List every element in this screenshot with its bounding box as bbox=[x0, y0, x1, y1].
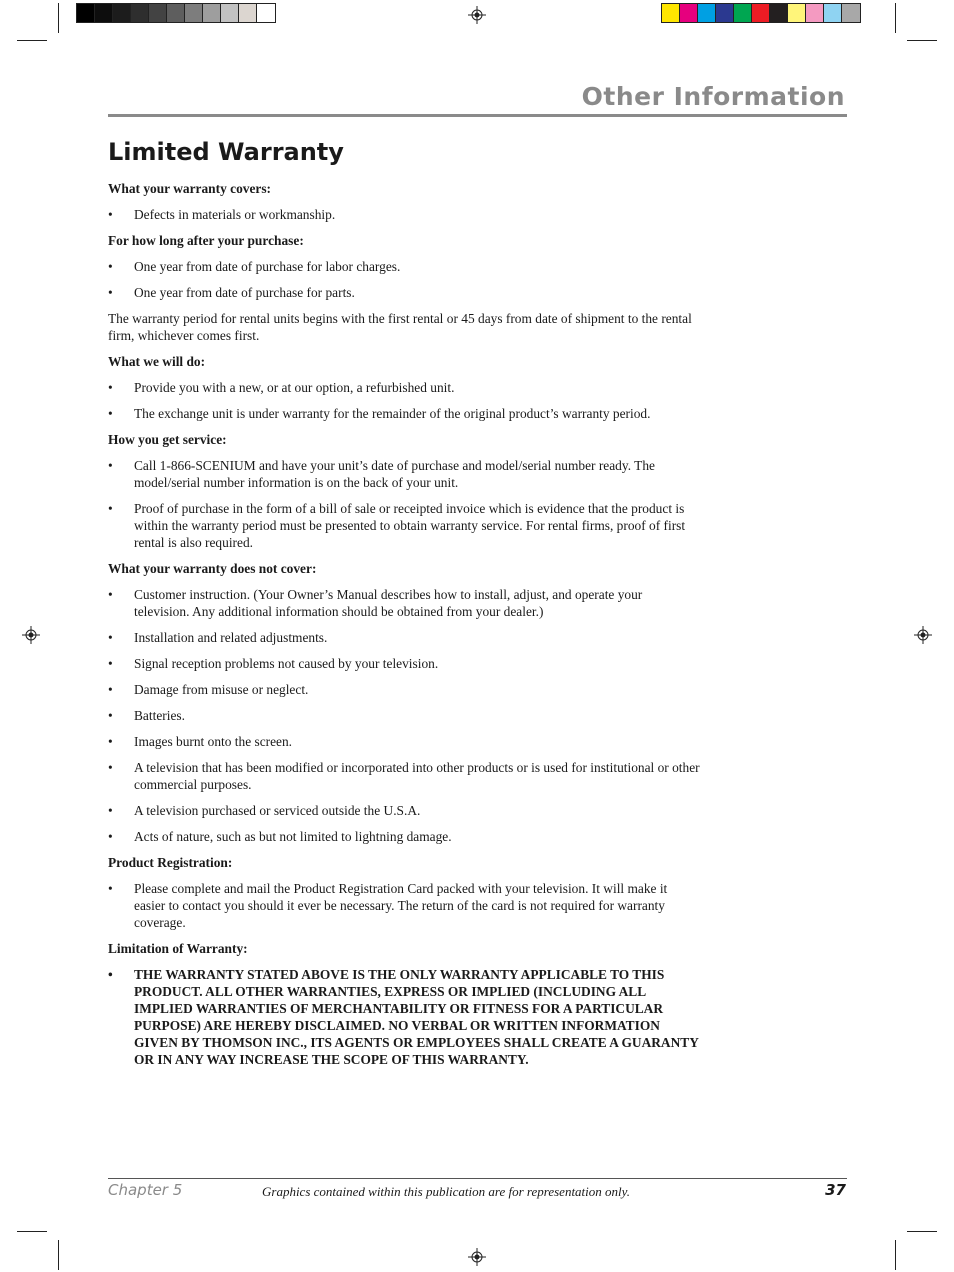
list-item: • Please complete and mail the Product Registration Card packed with your television. It will make it easier to contact you should it ever be necessary. The return of the card is not required for warranty coverage. bbox=[108, 880, 700, 931]
list-item: • THE WARRANTY STATED ABOVE IS THE ONLY WARRANTY APPLICABLE TO THIS PRODUCT. ALL OTHER WARRANTIES, EXPRESS OR IMPLIED (INCLUDING ALL IMPLIED WARRANTIES OF MERCHANTABILITY OR FITNESS FOR A PARTICULAR PURPOSE) ARE HEREBY DISCLAIMED. NO VERBAL OR WRITTEN INFORMATION GIVEN BY THOMSON INC., ITS AGENTS OR EMPLOYEES SHALL CREATE A GUARANTY OR IN ANY WAY INCREASE THE SCOPE OF THIS WARRANTY. bbox=[108, 966, 700, 1068]
list-item: • Images burnt onto the screen. bbox=[108, 733, 700, 750]
color-swatch bbox=[734, 4, 752, 22]
color-swatch bbox=[716, 4, 734, 22]
list-item: • Call 1-866-SCENIUM and have your unit’s date of purchase and model/serial number ready. The model/serial number information is on the back of your unit. bbox=[108, 457, 700, 491]
registration-mark-icon bbox=[914, 626, 932, 644]
footer-rule bbox=[108, 1178, 847, 1179]
bullet-list bbox=[108, 880, 700, 931]
section-heading: How you get service: bbox=[108, 432, 227, 447]
bullet-list bbox=[108, 966, 700, 1068]
section-heading: What your warranty covers: bbox=[108, 181, 272, 196]
registration-mark-icon bbox=[468, 6, 486, 24]
color-swatch bbox=[257, 4, 275, 22]
color-swatch bbox=[221, 4, 239, 22]
color-swatch bbox=[770, 4, 788, 22]
section-heading: For how long after your purchase: bbox=[108, 233, 304, 248]
color-swatch bbox=[680, 4, 698, 22]
list-item: • Defects in materials or workmanship. bbox=[108, 206, 700, 223]
bullet-list bbox=[108, 206, 700, 223]
page-number: 37 bbox=[825, 1181, 846, 1199]
section-heading: What we will do: bbox=[108, 354, 206, 369]
color-swatch bbox=[788, 4, 806, 22]
list-item: • One year from date of purchase for parts. bbox=[108, 284, 700, 301]
list-item: • Provide you with a new, or at our option, a refurbished unit. bbox=[108, 379, 700, 396]
color-swatch bbox=[824, 4, 842, 22]
color-swatch bbox=[131, 4, 149, 22]
list-item: • Proof of purchase in the form of a bill of sale or receipted invoice which is evidence that the product is within the warranty period must be presented to obtain warranty service. For rental firms, proof of first rental is also required. bbox=[108, 500, 700, 551]
list-item: • One year from date of purchase for labor charges. bbox=[108, 258, 700, 275]
color-swatch bbox=[167, 4, 185, 22]
bullet-list bbox=[108, 258, 700, 301]
color-swatch bbox=[113, 4, 131, 22]
list-item: • Customer instruction. (Your Owner’s Manual describes how to install, adjust, and operate your television. Any additional information should be obtained from your dealer.) bbox=[108, 586, 700, 620]
color-swatch bbox=[842, 4, 860, 22]
list-item: • Signal reception problems not caused by your television. bbox=[108, 655, 700, 672]
color-swatch bbox=[95, 4, 113, 22]
registration-mark-icon bbox=[468, 1248, 486, 1266]
footer-disclaimer: Graphics contained within this publication are for representation only. bbox=[262, 1184, 630, 1199]
color-swatch bbox=[806, 4, 824, 22]
page-heading: Limited Warranty bbox=[108, 138, 344, 166]
list-item: • Damage from misuse or neglect. bbox=[108, 681, 700, 698]
color-swatch bbox=[662, 4, 680, 22]
bullet-list bbox=[108, 457, 700, 551]
color-swatch bbox=[185, 4, 203, 22]
list-item: • Acts of nature, such as but not limited to lightning damage. bbox=[108, 828, 700, 845]
registration-mark-icon bbox=[22, 626, 40, 644]
color-swatch bbox=[698, 4, 716, 22]
section-heading: Limitation of Warranty: bbox=[108, 941, 248, 956]
color-swatch bbox=[203, 4, 221, 22]
title-rule bbox=[108, 114, 847, 117]
process-color-bar bbox=[661, 3, 861, 23]
section-title: Other Information bbox=[581, 82, 845, 111]
color-swatch bbox=[149, 4, 167, 22]
bullet-list bbox=[108, 586, 700, 845]
color-swatch bbox=[239, 4, 257, 22]
chapter-label: Chapter 5 bbox=[108, 1181, 183, 1199]
list-item: • Batteries. bbox=[108, 707, 700, 724]
section-heading: Product Registration: bbox=[108, 855, 233, 870]
list-item: • A television that has been modified or incorporated into other products or is used for institutional or other commercial purposes. bbox=[108, 759, 700, 793]
warranty-content bbox=[108, 180, 700, 1077]
list-item: • A television purchased or serviced outside the U.S.A. bbox=[108, 802, 700, 819]
color-swatch bbox=[752, 4, 770, 22]
section-heading: What your warranty does not cover: bbox=[108, 561, 317, 576]
gray-color-bar bbox=[76, 3, 276, 23]
list-item: • The exchange unit is under warranty for the remainder of the original product’s warranty period. bbox=[108, 405, 700, 422]
color-swatch bbox=[77, 4, 95, 22]
bullet-list bbox=[108, 379, 700, 422]
list-item: • Installation and related adjustments. bbox=[108, 629, 700, 646]
rental-paragraph: The warranty period for rental units begins with the first rental or 45 days from date of shipment to the rental firm, whichever comes first. bbox=[108, 311, 692, 343]
